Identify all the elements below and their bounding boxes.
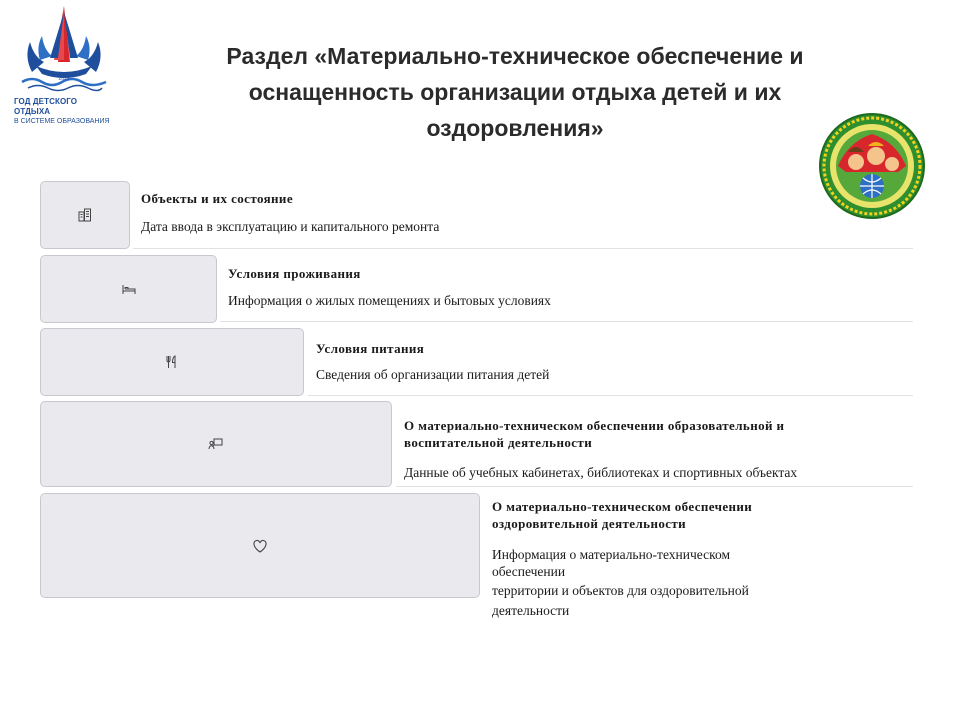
fork-knife-icon xyxy=(163,353,181,371)
buildings-icon xyxy=(76,206,94,224)
section-heading-health xyxy=(492,498,902,532)
section-description-line: Информация о материально-техническом xyxy=(492,547,730,562)
section-description-line: Дата ввода в эксплуатацию и капитального ремонта xyxy=(141,219,440,234)
event-logo xyxy=(14,2,114,125)
section-heading-line: О материально-техническом обеспечении xyxy=(492,499,753,514)
section-heading-line: оздоровительной деятельности xyxy=(492,516,687,531)
section-description-education xyxy=(404,464,904,482)
page-title xyxy=(170,38,860,146)
section-description-objects xyxy=(141,218,901,236)
section-divider xyxy=(308,395,913,396)
page-title-line: оздоровления» xyxy=(426,115,604,141)
section-heading-objects: Объекты и их состояние xyxy=(141,191,293,206)
section-description-line: территории и объектов для оздоровительной xyxy=(492,583,749,598)
section-icon-box-objects[interactable] xyxy=(40,181,130,249)
section-heading-line: воспитательной деятельности xyxy=(404,435,593,450)
logo-caption-line1: ГОД ДЕТСКОГО ОТДЫХА xyxy=(14,97,78,116)
logo-caption-line2: В СИСТЕМЕ ОБРАЗОВАНИЯ xyxy=(14,118,110,125)
section-description-line: Сведения об организации питания детей xyxy=(316,367,550,382)
section-icon-box-health[interactable] xyxy=(40,493,480,598)
section-divider xyxy=(133,248,913,249)
logo-caption xyxy=(14,97,114,127)
heart-icon xyxy=(251,537,269,555)
section-description-line: Данные об учебных кабинетах, библиотеках и спортивных объектах xyxy=(404,465,798,480)
section-icon-box-food[interactable] xyxy=(40,328,304,396)
page-title-line: оснащенность организации отдыха детей и их xyxy=(248,79,782,105)
logo-year-badge: 2025 xyxy=(58,76,70,82)
section-description-health xyxy=(492,545,902,620)
section-icon-box-education[interactable] xyxy=(40,401,392,487)
section-heading-education xyxy=(404,417,904,451)
section-icon-box-living[interactable] xyxy=(40,255,217,323)
section-divider xyxy=(396,486,913,487)
sailboat-logo-icon xyxy=(14,2,114,98)
page-title-line: Раздел «Материально-техническое обеспечение и xyxy=(226,43,804,69)
section-heading-food: Условия питания xyxy=(316,341,425,356)
section-heading-line: О материально-техническом обеспечении образовательной и xyxy=(404,418,785,433)
section-description-living xyxy=(228,292,908,310)
section-divider xyxy=(220,321,913,322)
section-description-food xyxy=(316,366,906,384)
bed-icon xyxy=(120,280,138,298)
section-description-line: обеспечении xyxy=(492,563,566,579)
classroom-icon xyxy=(207,435,225,453)
section-description-line: деятельности xyxy=(492,602,570,618)
section-description-line: Информация о жилых помещениях и бытовых условиях xyxy=(228,293,551,308)
section-heading-living: Условия проживания xyxy=(228,266,361,281)
